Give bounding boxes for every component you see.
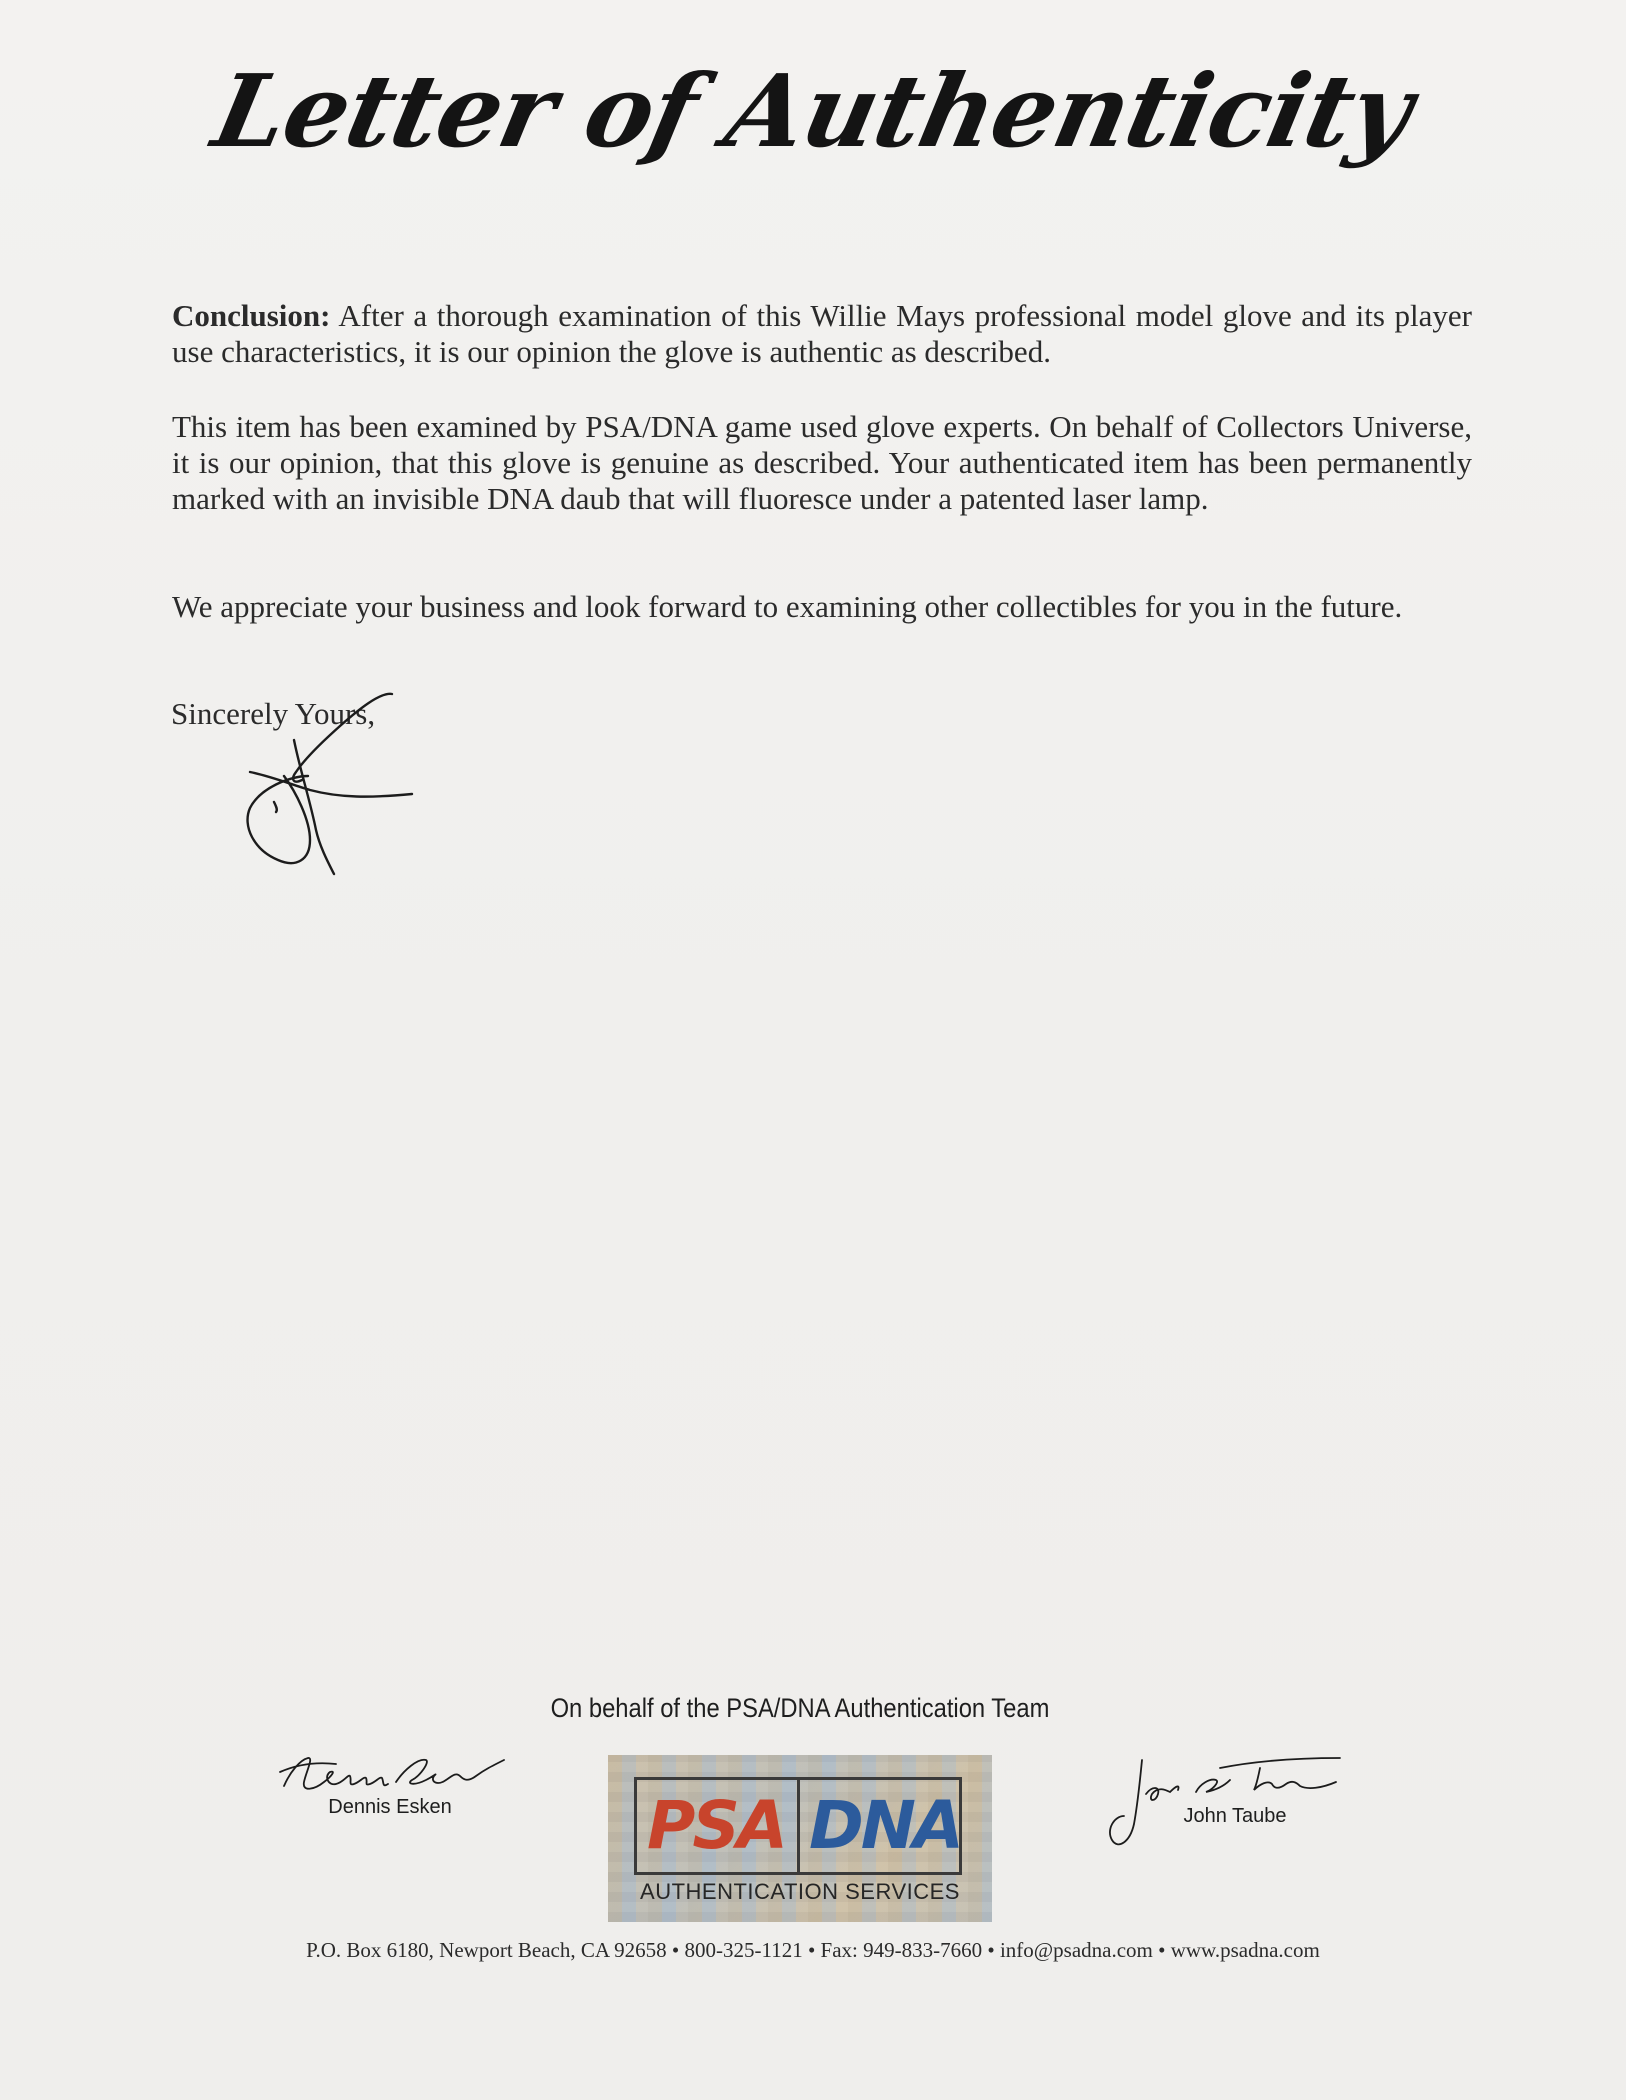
- closing-line: Sincerely Yours,: [171, 696, 376, 731]
- conclusion-label: Conclusion:: [172, 298, 331, 333]
- logo-dna: DNA: [809, 1787, 962, 1864]
- team-line: On behalf of the PSA/DNA Authentication Team: [550, 1693, 1050, 1723]
- footer-address: P.O. Box 6180, Newport Beach, CA 92658 • 800-325-1121 • Fax: 949-833-7660 • info@psadna.com • www.psadna.com: [306, 1938, 1320, 1962]
- examination-paragraph: This item has been examined by PSA/DNA game used glove experts. On behalf of Collectors Universe, it is our opinion, that this glove is genuine as described. Your authenticated item has been permanently marked with an invisible DNA daub that will fluoresce under a patented laser lamp.: [172, 409, 1472, 516]
- signature-dennis-icon: [278, 1742, 518, 1804]
- appreciation-paragraph: We appreciate your business and look forward to examining other collectibles for you in the future.: [172, 589, 1403, 624]
- logo-divider: [797, 1780, 800, 1872]
- signer-name-left: Dennis Esken: [328, 1796, 452, 1818]
- logo-frame: [634, 1777, 962, 1875]
- conclusion-text: After a thorough examination of this Willie Mays professional model glove and its player use characteristics, it is our opinion the glove is authentic as described.: [172, 298, 1472, 369]
- signer-name-right: John Taube: [1183, 1805, 1287, 1827]
- signature-john-icon: [1100, 1746, 1380, 1856]
- logo-psa: PSA: [647, 1787, 785, 1864]
- psa-dna-hologram-icon: [608, 1755, 992, 1922]
- logo-subtitle: AUTHENTICATION SERVICES: [640, 1879, 960, 1904]
- page-title: Letter of Authenticity: [204, 52, 1422, 170]
- signature-main-icon: [230, 680, 430, 880]
- conclusion-paragraph: [172, 298, 1472, 370]
